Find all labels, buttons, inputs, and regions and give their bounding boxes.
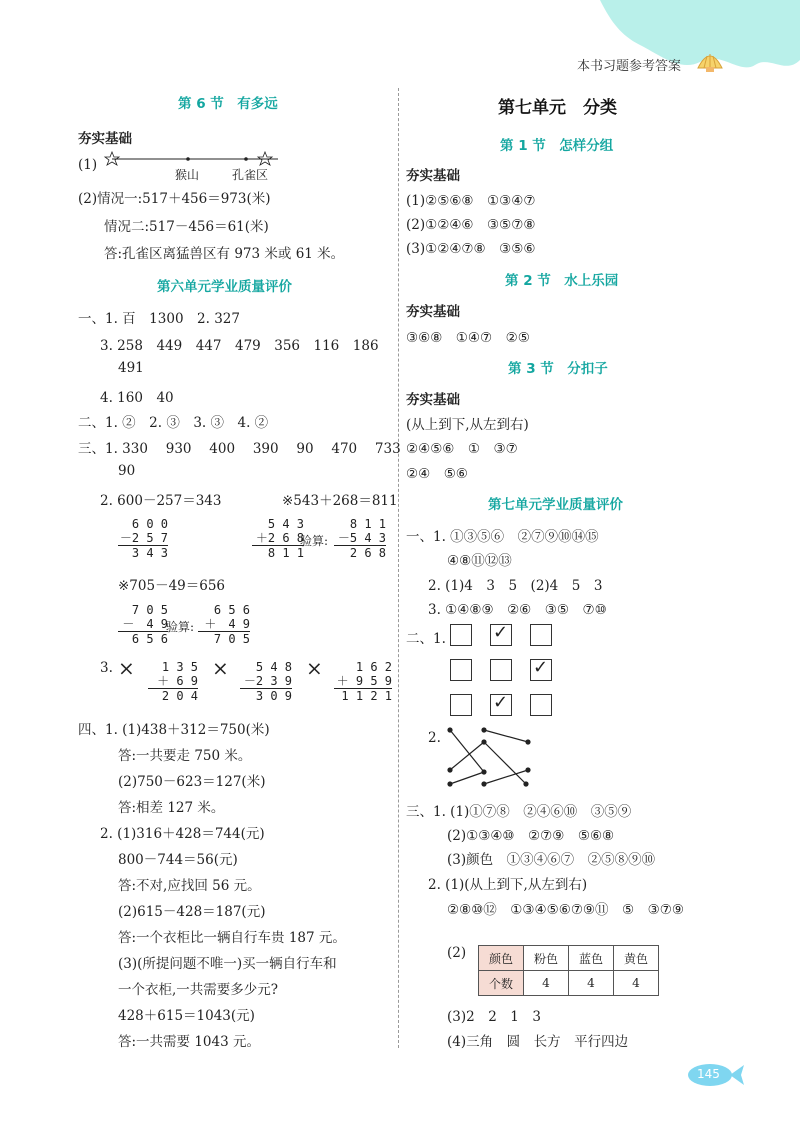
- cross-mark-1: ×: [118, 656, 135, 680]
- checkmark-icon: ✓: [533, 657, 549, 678]
- calc-4-check-label: 验算:: [166, 620, 195, 634]
- e-line-4: 二、1.: [406, 631, 446, 647]
- basics-heading-2: 夯实基础: [406, 304, 460, 320]
- calc-2-check-label: 验算:: [300, 534, 329, 548]
- s4-line-2b: 800－744＝56(元): [118, 852, 238, 868]
- checkbox-r2c3: [530, 659, 552, 681]
- s3-line-1: 三、1. 330 930 400 390 90 470 733: [78, 441, 401, 457]
- eval-6-title: 第六单元学业质量评价: [157, 279, 292, 295]
- calc-6: 1 3 5 ＋ 6 9 2 0 4: [148, 660, 198, 703]
- calc-7: 5 4 8 －2 3 9 3 0 9: [240, 660, 292, 703]
- eval-7-title: 第七单元学业质量评价: [488, 497, 623, 513]
- section-6-title: 第 6 节 有多远: [178, 96, 278, 112]
- s4-line-2i: 答:一共需要 1043 元。: [118, 1034, 260, 1050]
- r-line-6: ②④⑤⑥ ① ③⑦: [406, 441, 518, 457]
- r-line-5: (从上到下,从左到右): [406, 417, 529, 433]
- s4-line-2d: (2)615－428＝187(元): [118, 904, 266, 920]
- e-line-1: 一、1. ①③⑤⑥ ②⑦⑨⑩⑭⑮: [406, 529, 599, 545]
- q1-label: (1): [78, 157, 98, 173]
- checkbox-r2c2: [490, 659, 512, 681]
- table-cell: 粉色: [524, 946, 569, 971]
- s4-line-1c: (2)750－623＝127(米): [118, 774, 266, 790]
- section-3-title: 第 3 节 分扣子: [508, 361, 608, 377]
- s4-line-2c: 答:不对,应找回 56 元。: [118, 878, 261, 894]
- q2-line-1: (2)情况一:517＋456＝973(米): [78, 191, 271, 207]
- s4-line-1b: 答:一共要走 750 米。: [118, 748, 252, 764]
- s3-line-1b: 90: [118, 463, 136, 479]
- page-number: 145: [697, 1067, 720, 1081]
- unit-7-title: 第七单元 分类: [498, 98, 617, 118]
- t-line-1c: (3)颜色 ①③④⑥⑦ ②⑤⑧⑨⑩: [447, 852, 656, 868]
- checkbox-r1c2: [490, 624, 512, 646]
- s1-line-3b: 491: [118, 360, 144, 376]
- section-2-title: 第 2 节 水上乐园: [505, 273, 619, 289]
- s3-line-2a: 2. 600－257＝343: [100, 493, 222, 509]
- s1-line-1: 一、1. 百 1300 2. 327: [78, 311, 240, 327]
- s4-line-2g: 一个衣柜,一共需要多少元?: [118, 982, 279, 998]
- t-line-1b: (2)①③④⑩ ②⑦⑨ ⑤⑥⑧: [447, 828, 615, 844]
- calc-4: 7 0 5 － 4 9 6 5 6: [118, 603, 168, 646]
- t-line-2b: ②⑧⑩⑫ ①③④⑤⑥⑦⑨⑪ ⑤ ③⑦⑨: [447, 902, 684, 918]
- table-cell: 4: [614, 971, 659, 996]
- checkbox-r3c1: [450, 694, 472, 716]
- e-line-5: 2.: [428, 730, 441, 746]
- basics-heading-3: 夯实基础: [406, 392, 460, 408]
- s4-line-1d: 答:相差 127 米。: [118, 800, 225, 816]
- s3-line-3-label: 3.: [100, 660, 113, 676]
- t-line-1: 三、1. (1)①⑦⑧ ②④⑥⑩ ③⑤⑨: [406, 804, 632, 820]
- q2-line-2: 情况二:517－456＝61(米): [104, 219, 269, 235]
- e-line-3: 3. ①④⑧⑨ ②⑥ ③⑤ ⑦⑩: [428, 602, 607, 618]
- table-cell: 颜色: [479, 946, 524, 971]
- t-line-2: 2. (1)(从上到下,从左到右): [428, 877, 588, 893]
- checkbox-r1c1: [450, 624, 472, 646]
- checkmark-icon: ✓: [493, 692, 509, 713]
- calc-3: 8 1 1 －5 4 3 2 6 8: [334, 517, 386, 560]
- s4-line-1: 四、1. (1)438＋312＝750(米): [78, 722, 270, 738]
- t-line-2c: (2): [447, 945, 467, 961]
- r-line-3: (3)①②④⑦⑧ ③⑤⑥: [406, 241, 536, 257]
- r-line-4: ③⑥⑧ ①④⑦ ②⑤: [406, 330, 530, 346]
- table-cell: 蓝色: [569, 946, 614, 971]
- checkbox-r2c1: [450, 659, 472, 681]
- table-cell: 黄色: [614, 946, 659, 971]
- table-cell: 个数: [479, 971, 524, 996]
- checkmark-icon: ✓: [493, 622, 509, 643]
- t-line-3: (3)2 2 1 3: [447, 1009, 541, 1025]
- matching-lines-diagram: [444, 722, 534, 792]
- q2-line-3: 答:孔雀区离猛兽区有 973 米或 61 米。: [104, 246, 345, 262]
- s3-line-2c: ※705－49＝656: [118, 578, 226, 594]
- table-row: [479, 946, 659, 971]
- q1-point-b: 孔雀区: [232, 168, 269, 182]
- basics-heading-1: 夯实基础: [406, 168, 460, 184]
- table-row: [479, 971, 659, 996]
- s3-line-2b: ※543＋268＝811: [282, 493, 398, 509]
- checkbox-r1c3: [530, 624, 552, 646]
- cross-mark-3: ×: [306, 656, 323, 680]
- column-divider: [398, 88, 399, 1048]
- s4-line-2f: (3)(所提问题不唯一)买一辆自行车和: [118, 956, 337, 972]
- calc-1: 6 0 0 －2 5 7 3 4 3: [119, 517, 168, 560]
- calc-5: 6 5 6 ＋ 4 9 7 0 5: [198, 603, 250, 646]
- header-label: 本书习题参考答案: [577, 59, 682, 74]
- s4-line-2a: 2. (1)316＋428＝744(元): [100, 826, 265, 842]
- table-cell: 4: [524, 971, 569, 996]
- e-line-2: 2. (1)4 3 5 (2)4 5 3: [428, 578, 603, 594]
- checkbox-r3c3: [530, 694, 552, 716]
- table-cell: 4: [569, 971, 614, 996]
- shell-icon: [696, 48, 724, 74]
- e-line-1b: ④⑧⑪⑫⑬: [447, 553, 512, 569]
- s4-line-2e: 答:一个衣柜比一辆自行车贵 187 元。: [118, 930, 346, 946]
- r-line-1: (1)②⑤⑥⑧ ①③④⑦: [406, 193, 536, 209]
- t-line-4: (4)三角 圆 长方 平行四边: [447, 1034, 629, 1050]
- s4-line-2h: 428＋615＝1043(元): [118, 1008, 255, 1024]
- color-count-table: [478, 945, 659, 996]
- checkbox-r3c2: [490, 694, 512, 716]
- section-1-title: 第 1 节 怎样分组: [500, 138, 614, 154]
- r-line-7: ②④ ⑤⑥: [406, 466, 468, 482]
- s2-line: 二、1. ② 2. ③ 3. ③ 4. ②: [78, 415, 269, 431]
- s1-line-4: 4. 160 40: [100, 390, 174, 406]
- section-basics-heading: 夯实基础: [78, 131, 132, 147]
- s1-line-3: 3. 258 449 447 479 356 116 186: [100, 338, 379, 354]
- cross-mark-2: ×: [212, 656, 229, 680]
- calc-2: 5 4 3 ＋2 6 8 8 1 1: [252, 517, 304, 560]
- calc-8: 1 6 2 ＋ 9 5 9 1 1 2 1: [334, 660, 392, 703]
- q1-point-a: 猴山: [175, 168, 200, 182]
- r-line-2: (2)①②④⑥ ③⑤⑦⑧: [406, 217, 536, 233]
